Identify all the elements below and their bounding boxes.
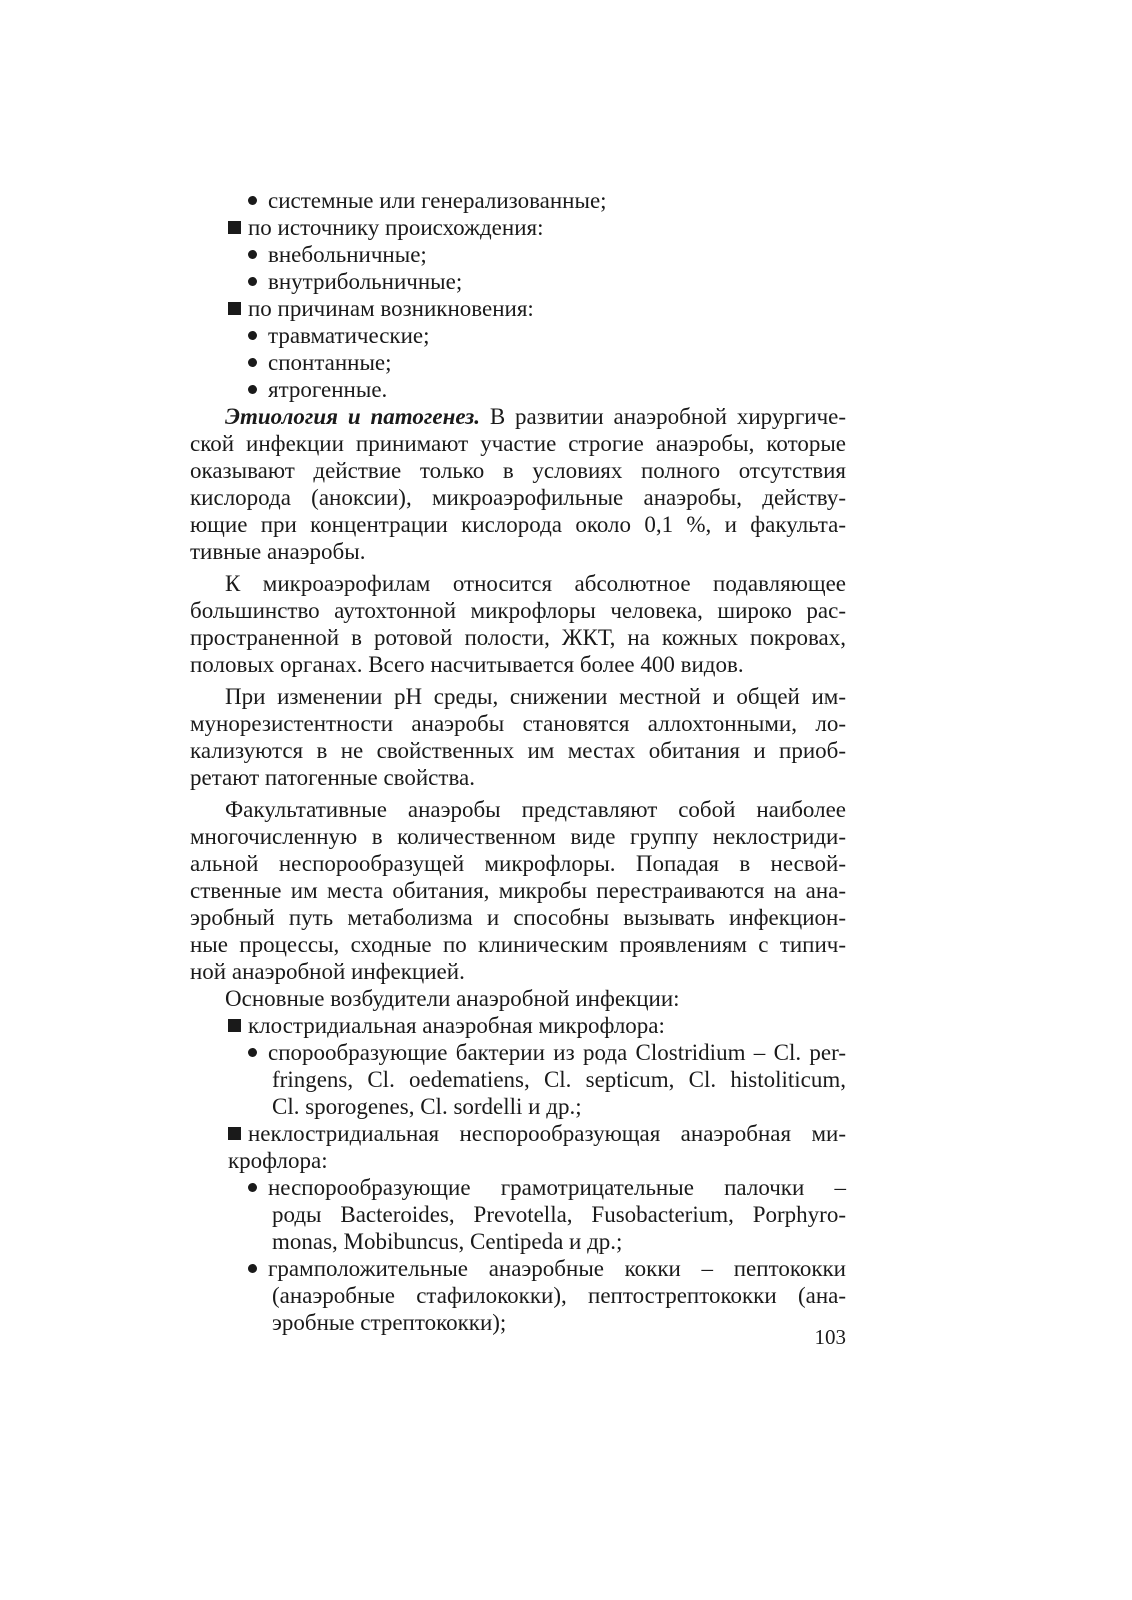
square-item: клостридиальная анаэробная микрофлора: — [190, 1012, 846, 1039]
paragraph-line: К микроаэрофилам относится абсолютное подавляющее — [225, 571, 846, 596]
facultative-paragraph — [190, 796, 846, 985]
bullet-item-continuation: роды Bacteroides, Prevotella, Fusobacterium, Porphyro- — [272, 1202, 846, 1227]
square-bullet-icon — [228, 1127, 241, 1140]
bullet-item-continuation: fringens, Cl. oedematiens, Cl. septicum, Cl. histoliticum, — [272, 1067, 846, 1092]
paragraph-line: ной анаэробной инфекцией. — [190, 959, 465, 984]
paragraph-line: половых органах. Всего насчитывается более 400 видов. — [190, 652, 744, 677]
paragraph-line: многочисленную в количественном виде группу неклостриди- — [190, 824, 846, 849]
paragraph-line: пространенной в ротовой полости, ЖКТ, на кожных покровах, — [190, 625, 846, 650]
bullet-item: системные или генерализованные; — [190, 187, 846, 214]
bullet-item: грамположительные анаэробные кокки – пептококки — [190, 1255, 846, 1282]
bullet-icon — [248, 196, 257, 205]
square-bullet-icon — [228, 1019, 241, 1032]
square-item: неклостридиальная неспорообразующая анаэробная ми- — [190, 1120, 846, 1147]
bullet-icon — [248, 1048, 257, 1057]
bullet-icon — [248, 331, 257, 340]
bullet-icon — [248, 250, 257, 259]
paragraph-line: оказывают действие только в условиях полного отсутствия — [190, 458, 846, 483]
bullet-icon — [248, 1264, 257, 1273]
paragraph-line: При изменении рН среды, снижении местной и общей им- — [225, 684, 846, 709]
paragraph-line: большинство аутохтонной микрофлоры человека, широко рас- — [190, 598, 846, 623]
square-bullet-icon — [228, 302, 241, 315]
bullet-icon — [248, 385, 257, 394]
bullet-item-continuation: Cl. sporogenes, Cl. sordelli и др.; — [272, 1094, 582, 1119]
paragraph-line: Этиология и патогенез. В развитии анаэробной хирургиче- — [225, 404, 846, 429]
bullet-item: ятрогенные. — [190, 376, 846, 403]
paragraph-line: ственные им места обитания, микробы перестраиваются на ана- — [190, 878, 846, 903]
paragraph-line: кализуются в не свойственных им местах обитания и приоб- — [190, 738, 846, 763]
bullet-item-continuation: (анаэробные стафилококки), пептострептококки (ана- — [272, 1283, 846, 1308]
bullet-icon — [248, 358, 257, 367]
paragraph-line: альной неспорообразущей микрофлоры. Попадая в несвой- — [190, 851, 846, 876]
ph-paragraph — [190, 683, 846, 791]
bullet-item: спонтанные; — [190, 349, 846, 376]
main-text — [190, 187, 846, 1336]
bullet-item-continuation: monas, Mobibuncus, Centipeda и др.; — [272, 1229, 623, 1254]
paragraph-line: ретают патогенные свойства. — [190, 765, 475, 790]
bullet-item: внутрибольничные; — [190, 268, 846, 295]
pathogens-intro: Основные возбудители анаэробной инфекции: — [225, 986, 680, 1011]
bullet-item: травматические; — [190, 322, 846, 349]
paragraph-line: ные процессы, сходные по клиническим проявлениям с типич- — [190, 932, 846, 957]
bullet-item: внебольничные; — [190, 241, 846, 268]
paragraph-line: эробный путь метаболизма и способны вызывать инфекцион- — [190, 905, 846, 930]
paragraph-line: кислорода (аноксии), микроаэрофильные анаэробы, действу- — [190, 485, 846, 510]
bullet-item: неспорообразующие грамотрицательные палочки – — [190, 1174, 846, 1201]
bullet-icon — [248, 277, 257, 286]
page-number: 103 — [814, 1325, 846, 1349]
paragraph-line: ской инфекции принимают участие строгие анаэробы, которые — [190, 431, 846, 456]
bullet-icon — [248, 1183, 257, 1192]
square-item: по причинам возникновения: — [190, 295, 846, 322]
square-bullet-icon — [228, 221, 241, 234]
paragraph-line: мунорезистентности анаэробы становятся аллохтонными, ло- — [190, 711, 846, 736]
bullet-item: спорообразующие бактерии из рода Clostridium – Cl. per- — [190, 1039, 846, 1066]
section-heading: Этиология и патогенез. — [225, 404, 480, 429]
paragraph-line: ющие при концентрации кислорода около 0,1 %, и факульта- — [190, 512, 846, 537]
microaerophiles-paragraph — [190, 570, 846, 678]
paragraph-line: тивные анаэробы. — [190, 539, 366, 564]
etiology-paragraph — [190, 403, 846, 565]
bullet-item-continuation: эробные стрептококки); — [272, 1310, 507, 1335]
square-item-continuation: крофлора: — [228, 1148, 328, 1173]
square-item: по источнику происхождения: — [190, 214, 846, 241]
paragraph-line: Факультативные анаэробы представляют собой наиболее — [225, 797, 846, 822]
